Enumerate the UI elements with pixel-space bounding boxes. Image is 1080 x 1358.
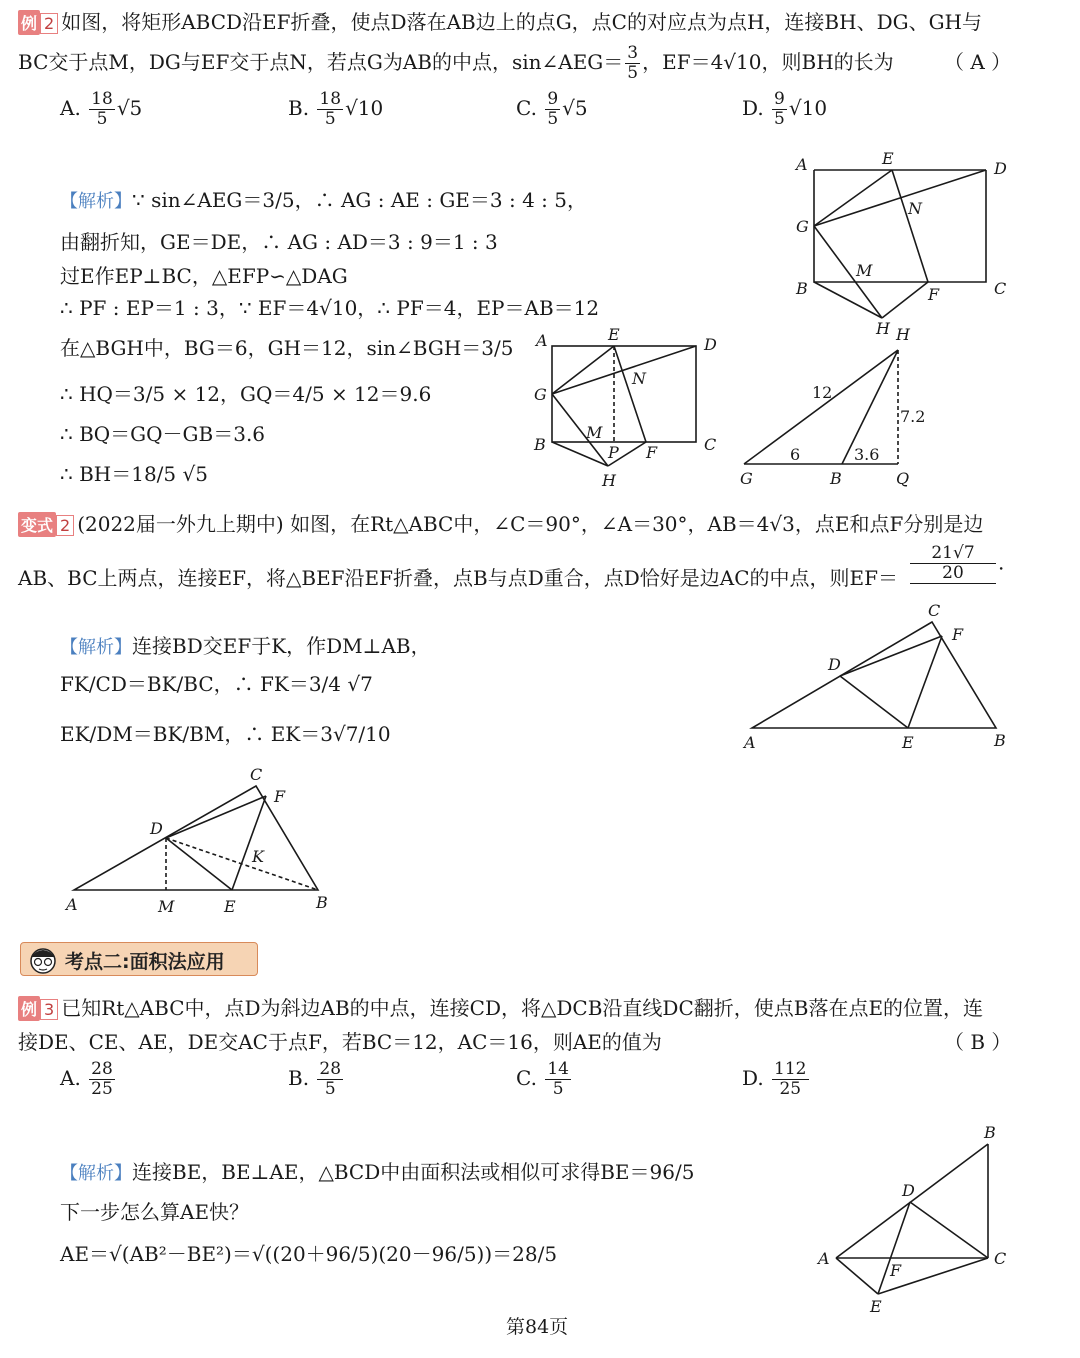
fig2-label-0: A — [536, 331, 548, 350]
variant-2-text-2: AB、BC上两点，连接EF，将△BEF沿EF折叠，点B与点D重合，点D恰好是边AC的中点，则EF＝ — [18, 566, 899, 590]
figure-triangle-dcb-fold — [812, 1122, 1022, 1318]
fig1-label-7: F — [928, 285, 940, 304]
ex2-option-b: B. $\frac{18}{5}$ √10 — [288, 89, 384, 129]
ex3-solution-line-3: AE＝√(AB²－BE²)＝√((20＋96/5)(20－96/5))＝28/5 — [60, 1242, 558, 1266]
section-header — [20, 942, 258, 976]
fig6-label-3: F — [890, 1261, 902, 1280]
figure-triangle-ghq — [734, 320, 934, 496]
fig2-label-10: H — [602, 471, 616, 490]
example-3-line1 — [18, 992, 983, 1021]
fig1-label-5: M — [856, 261, 873, 280]
fig5-label-5: M — [158, 897, 175, 916]
ex2-solution-line-2: 由翻折知，GE＝DE，∴ AG : AD＝3 : 9＝1 : 3 — [60, 230, 498, 254]
fig2-label-3: G — [534, 385, 547, 404]
figure-rectangle-fold-2 — [528, 326, 728, 492]
fig2-label-2: D — [704, 335, 717, 354]
example-2-answer: （ A ） — [944, 50, 1012, 74]
fig4-label-3: A — [744, 733, 756, 752]
example-2-text-1: 如图，将矩形ABCD沿EF折叠，使点D落在AB边上的点G，点C的对应点为点H，连接BH、DG、GH与 — [61, 10, 982, 34]
variant-2-answer: $\frac{21√7}{20}$ . — [908, 544, 1004, 584]
var2-solution-line-1: 【解析】连接BD交EF于K，作DM⊥AB， — [60, 634, 431, 658]
example-tag: 例 — [18, 10, 40, 35]
fig3-label-6: B — [830, 469, 842, 488]
fig1-label-9: H — [876, 319, 890, 338]
example-2-line2 — [18, 44, 894, 83]
fig4-label-0: C — [928, 601, 941, 620]
ex3-solution-line-1: 【解析】连接BE，BE⊥AE，△BCD中由面积法或相似可求得BE＝96/5 — [60, 1160, 695, 1184]
fig4-label-2: D — [828, 655, 841, 674]
fig4-label-1: F — [952, 625, 964, 644]
page-number: 第84页 — [506, 1316, 569, 1338]
variant-2-text-1: (2022届一外九上期中) 如图，在Rt△ABC中，∠C＝90°，∠A＝30°，AB＝4√3，点E和点F分别是边 — [77, 512, 984, 536]
fig5-label-3: K — [252, 847, 264, 866]
ex2-solution-line-3: 过E作EP⊥BC，△EFP∽△DAG — [60, 264, 348, 288]
fig3-label-0: H — [896, 325, 910, 344]
ex3-option-a: A. $\frac{28}{25}$ — [60, 1059, 113, 1099]
fig3-label-5: G — [740, 469, 753, 488]
ex2-solution-line-7: ∴ BQ＝GQ－GB＝3.6 — [60, 422, 266, 446]
fig3-label-1: 12 — [812, 383, 833, 402]
example-2-text-2b: ，EF＝4√10，则BH的长为 — [642, 50, 894, 74]
ex3-option-c: C. $\frac{14}{5}$ — [516, 1059, 569, 1099]
fig2-label-5: M — [586, 423, 603, 442]
var2-solution-line-3: EK/DM＝BK/BM，∴ EK＝3√7/10 — [60, 722, 391, 746]
fig2-label-6: B — [534, 435, 546, 454]
variant-tag: 变式 — [18, 512, 56, 537]
ex3-option-d: D. $\frac{112}{25}$ — [742, 1059, 807, 1099]
sin-fraction: $\frac{3}{5}$ — [627, 43, 639, 83]
fig4-label-5: B — [994, 731, 1006, 750]
fig5-label-7: B — [316, 893, 328, 912]
fig6-label-2: A — [818, 1249, 830, 1268]
ex2-solution-line-6: ∴ HQ＝3/5 × 12，GQ＝4/5 × 12＝9.6 — [60, 382, 432, 406]
figure-triangle-abc-fold — [736, 598, 1026, 754]
ex3-option-b: B. $\frac{28}{5}$ — [288, 1059, 342, 1099]
fig5-label-0: C — [250, 765, 263, 784]
example-3-text-1: 已知Rt△ABC中，点D为斜边AB的中点，连接CD，将△DCB沿直线DC翻折，使点B落在点E的位置，连 — [61, 996, 984, 1020]
fig6-label-1: D — [902, 1181, 915, 1200]
example-3-answer: （ B ） — [944, 1030, 1012, 1054]
example-2-line1 — [18, 6, 982, 35]
var2-solution-line-2: FK/CD＝BK/BC，∴ FK＝3/4 √7 — [60, 672, 373, 696]
ex2-solution-line-4: ∴ PF : EP＝1 : 3，∵ EF＝4√10，∴ PF＝4，EP＝AB＝12 — [60, 296, 600, 320]
fig4-label-4: E — [902, 733, 914, 752]
fig1-label-4: N — [908, 199, 922, 218]
fig5-label-6: E — [224, 897, 236, 916]
fig2-label-7: P — [608, 443, 619, 462]
fig5-label-2: D — [150, 819, 163, 838]
section-title: 考点二:面积法应用 — [65, 951, 225, 973]
example-number: 2 — [40, 13, 58, 34]
fig5-label-1: F — [274, 787, 286, 806]
variant-2-line1 — [18, 508, 983, 537]
example-3-line2: 接DE、CE、AE，DE交AC于点F，若BC＝12，AC＝16，则AE的值为 — [18, 1030, 662, 1054]
fig3-label-3: 6 — [790, 445, 801, 464]
fig6-label-4: C — [994, 1249, 1007, 1268]
fig2-label-4: N — [632, 369, 646, 388]
ex2-solution-line-8: ∴ BH＝18/5 √5 — [60, 462, 208, 486]
ex2-option-a: A. $\frac{18}{5}$ √5 — [60, 89, 143, 129]
fig2-label-8: F — [646, 443, 658, 462]
fig3-label-2: 7.2 — [900, 407, 926, 426]
fig1-label-0: A — [796, 155, 808, 174]
fig1-label-6: B — [796, 279, 808, 298]
example-2-text-2a: BC交于点M，DG与EF交于点N，若点G为AB的中点，sin∠AEG＝ — [18, 50, 624, 74]
fig6-label-5: E — [870, 1297, 882, 1316]
ex2-option-d: D. $\frac{9}{5}$ √10 — [742, 89, 828, 129]
fig1-label-8: C — [994, 279, 1007, 298]
ex2-solution-line-5: 在△BGH中，BG＝6，GH＝12，sin∠BGH＝3/5 — [60, 336, 514, 360]
student-icon — [25, 943, 61, 977]
fig1-label-1: E — [882, 149, 894, 168]
fig1-label-3: G — [796, 217, 809, 236]
ex2-solution-line-1: 【解析】∵ sin∠AEG＝3/5，∴ AG : AE : GE＝3 : 4 : 5， — [60, 188, 587, 212]
figure-rectangle-fold-1 — [780, 148, 1020, 340]
example-number: 3 — [40, 999, 58, 1020]
variant-number: 2 — [56, 515, 74, 536]
ex2-option-c: C. $\frac{9}{5}$ √5 — [516, 89, 588, 129]
fig1-label-2: D — [994, 159, 1007, 178]
variant-2-line2 — [18, 562, 898, 591]
example-tag: 例 — [18, 996, 40, 1021]
fig5-label-4: A — [66, 895, 78, 914]
fig2-label-1: E — [608, 326, 620, 344]
ex3-solution-line-2: 下一步怎么算AE快？ — [60, 1200, 250, 1224]
fig3-label-7: Q — [896, 469, 910, 488]
figure-triangle-abc-k — [60, 760, 340, 918]
fig3-label-4: 3.6 — [854, 445, 880, 464]
fig6-label-0: B — [984, 1123, 996, 1142]
fig2-label-9: C — [704, 435, 717, 454]
